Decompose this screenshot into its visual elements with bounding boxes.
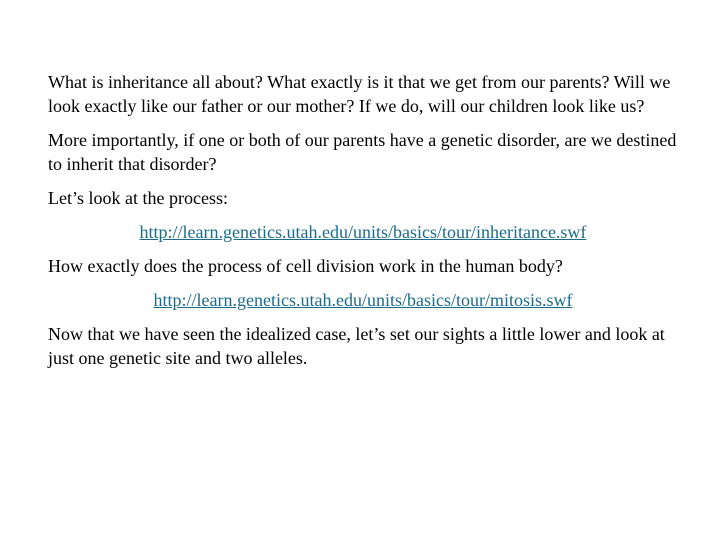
- slide-body: [48, 70, 678, 380]
- paragraph-cell-division: How exactly does the process of cell division work in the human body?: [48, 256, 563, 276]
- mitosis-swf-link[interactable]: http://learn.genetics.utah.edu/units/basics/tour/mitosis.swf: [153, 290, 573, 310]
- mitosis-link-line: [48, 288, 678, 312]
- paragraph-inheritance-question: What is inheritance all about? What exactly is it that we get from our parents? Will we look exactly like our father or our mother? If we do, will our children look like us?: [48, 72, 671, 116]
- paragraph-process-intro: Let’s look at the process:: [48, 188, 228, 208]
- inheritance-swf-link[interactable]: http://learn.genetics.utah.edu/units/basics/tour/inheritance.swf: [139, 222, 587, 242]
- inheritance-link-line: [48, 220, 678, 244]
- paragraph-genetic-disorder: More importantly, if one or both of our parents have a genetic disorder, are we destined to inherit that disorder?: [48, 130, 677, 174]
- paragraph-alleles: Now that we have seen the idealized case, let’s set our sights a little lower and look at just one genetic site and two alleles.: [48, 324, 665, 368]
